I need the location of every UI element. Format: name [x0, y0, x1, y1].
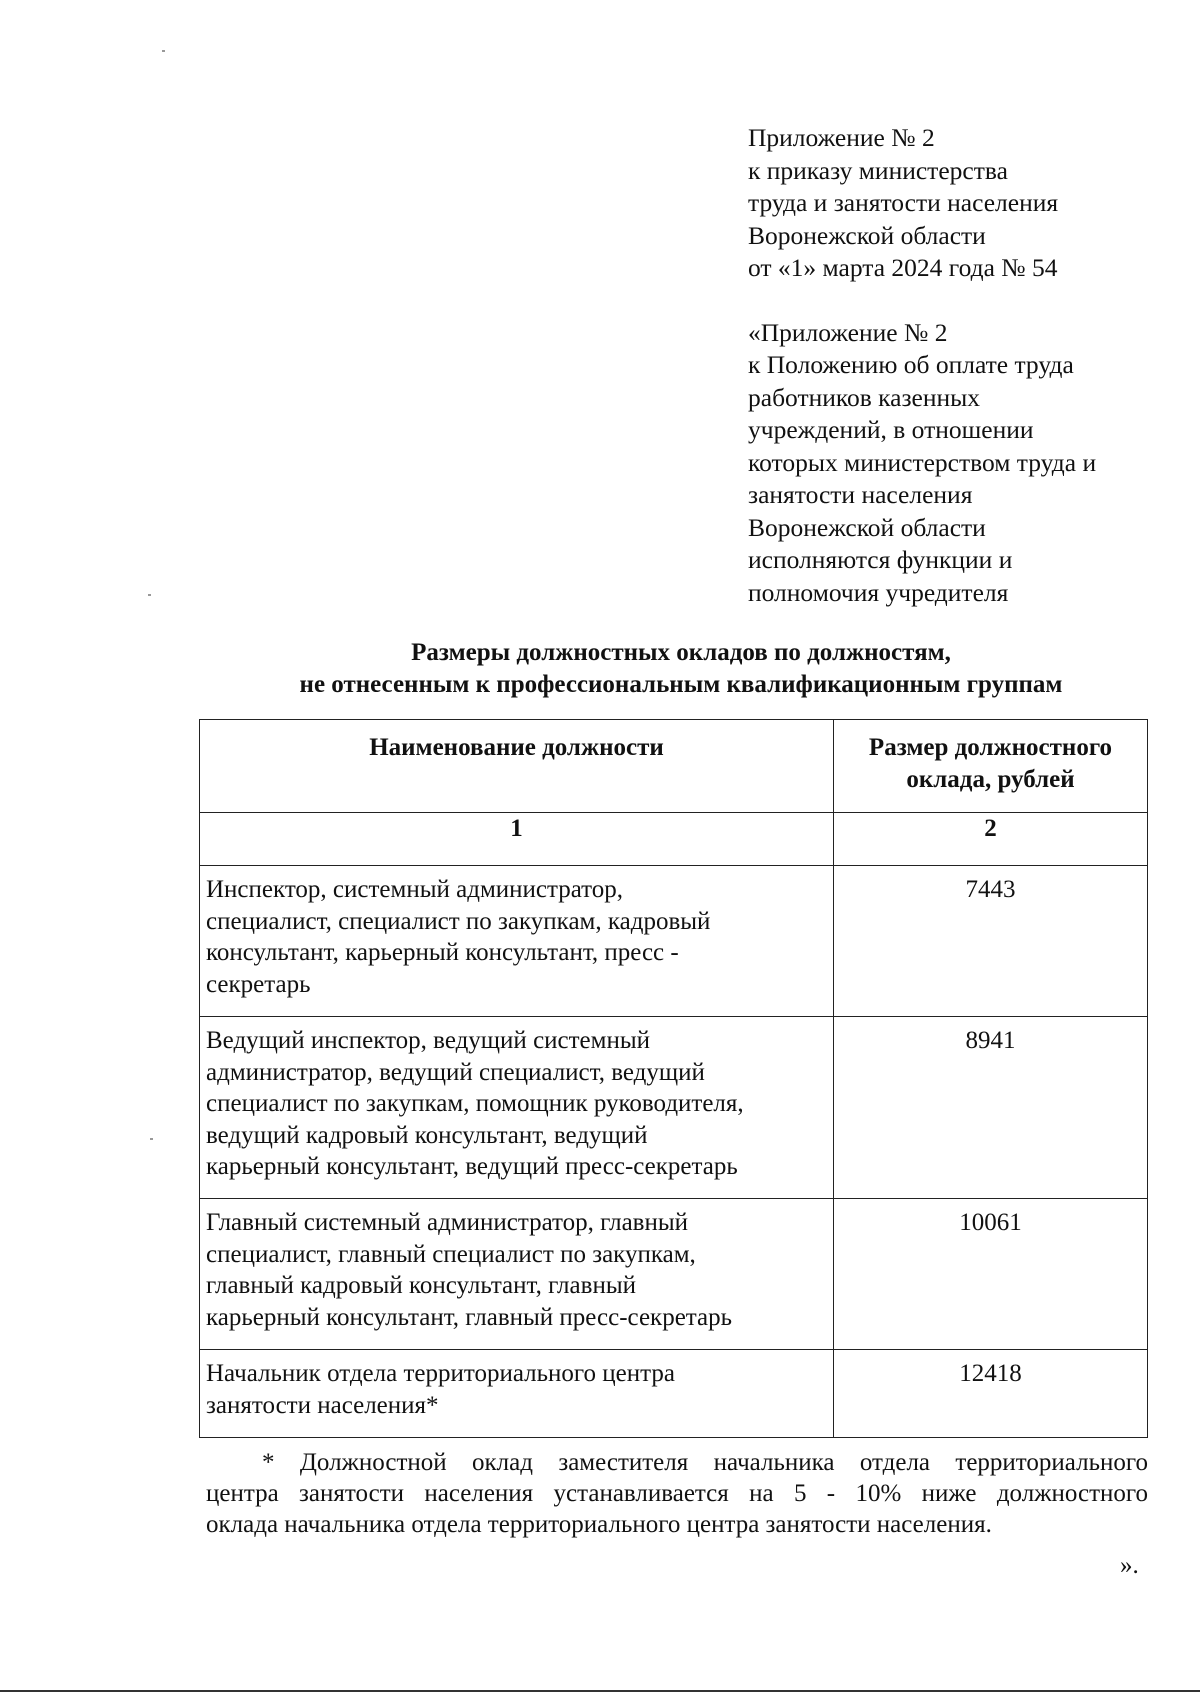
column-number-row [200, 813, 1148, 866]
scan-speck [150, 1138, 153, 1140]
appendix-header-line: Воронежской области [748, 220, 986, 250]
position-name-line: специалист, главный специалист по закупкам, [206, 1240, 696, 1268]
appendix-quote-line: которых министерством труда и [748, 447, 1097, 477]
position-name-line: Ведущий инспектор, ведущий системный [206, 1027, 651, 1054]
page-bottom-edge [0, 1690, 1200, 1692]
position-name-line: карьерный консультант, главный пресс-секретарь [206, 1303, 733, 1331]
table-row [200, 1017, 1148, 1199]
position-name-line: администратор, ведущий специалист, ведущий [206, 1058, 705, 1086]
appendix-block [748, 122, 1168, 609]
appendix-header-line: от «1» марта 2024 года № 54 [748, 253, 1058, 282]
appendix-quote-line: учреждений, в отношении [748, 415, 1034, 444]
salary-table [199, 719, 1148, 1438]
appendix-spacer [748, 285, 1168, 317]
footnote-line: центра занятости населения устанавливается на 5 - 10% ниже должностного [206, 1480, 1148, 1507]
closing-quote-mark: ». [1120, 1552, 1139, 1579]
scan-speck [148, 594, 151, 596]
header-salary-line-1: Размер должностного [868, 734, 1113, 761]
table-row [200, 1199, 1148, 1350]
title-line-2: не отнесенным к профессиональным квалификационным группам [299, 671, 1063, 698]
header-position-name: Наименование должности [200, 720, 834, 813]
appendix-quote-line: работников казенных [748, 382, 981, 412]
salary-cell: 10061 [834, 1199, 1148, 1350]
appendix-quote-line: занятости населения [748, 480, 973, 509]
appendix-header-line: к приказу министерства [748, 155, 1008, 185]
document-title [200, 637, 1162, 701]
header-salary-line-2: оклада, рублей [906, 766, 1075, 793]
position-name-cell [200, 1017, 834, 1199]
table-header-row [200, 720, 1148, 813]
appendix-quote-line: полномочия учредителя [748, 577, 1009, 607]
appendix-quote-line: «Приложение № 2 [748, 317, 948, 347]
position-name-line: консультант, карьерный консультант, пресс - [206, 939, 679, 966]
position-name-cell [200, 1199, 834, 1350]
position-name-line: главный кадровый консультант, главный [206, 1272, 636, 1299]
position-name-line: Главный системный администратор, главный [206, 1209, 689, 1236]
scan-speck [162, 50, 165, 52]
footnote-line: оклада начальника отдела территориального центра занятости населения. [206, 1511, 992, 1538]
title-line-1: Размеры должностных окладов по должностям, [411, 639, 951, 666]
salary-cell: 12418 [834, 1350, 1148, 1438]
position-name-cell [200, 866, 834, 1017]
appendix-quote-line: Воронежской области [748, 512, 986, 542]
appendix-header-line: труда и занятости населения [748, 188, 1059, 217]
position-name-line: занятости населения* [206, 1391, 439, 1419]
footnote [206, 1447, 1148, 1540]
appendix-quote-line: к Положению об оплате труда [748, 350, 1074, 379]
position-name-line: специалист по закупкам, помощник руководителя, [206, 1090, 744, 1117]
position-name-line: Инспектор, системный администратор, [206, 876, 624, 903]
header-salary [834, 720, 1148, 813]
column-number-2: 2 [834, 813, 1148, 866]
salary-cell: 7443 [834, 866, 1148, 1017]
position-name-line: Начальник отдела территориального центра [206, 1360, 675, 1387]
position-name-line: специалист, специалист по закупкам, кадровый [206, 907, 711, 935]
appendix-header-line: Приложение № 2 [748, 123, 935, 152]
position-name-line: ведущий кадровый консультант, ведущий [206, 1121, 648, 1149]
column-number-1: 1 [200, 813, 834, 866]
salary-cell: 8941 [834, 1017, 1148, 1199]
position-name-line: секретарь [206, 970, 311, 998]
table-row [200, 1350, 1148, 1438]
table-row [200, 866, 1148, 1017]
appendix-quote-line: исполняются функции и [748, 545, 1013, 574]
position-name-cell [200, 1350, 834, 1438]
position-name-line: карьерный консультант, ведущий пресс-секретарь [206, 1153, 738, 1180]
footnote-line: * Должностной оклад заместителя начальника отдела территориального [262, 1449, 1148, 1476]
